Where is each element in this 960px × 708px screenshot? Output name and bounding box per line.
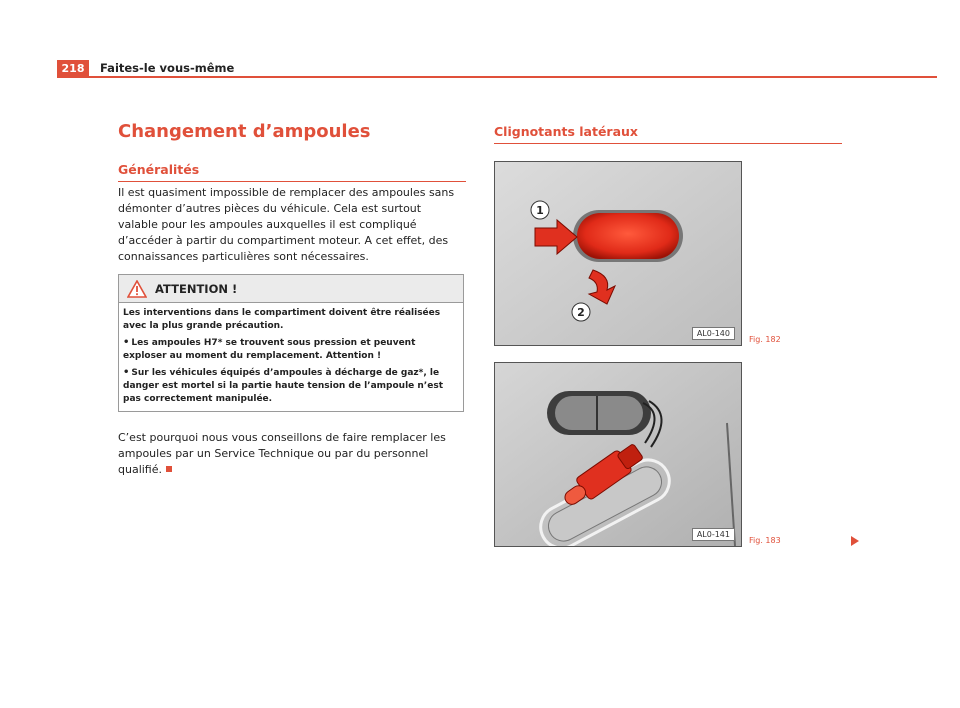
callout-1: 1 — [536, 204, 544, 217]
figure-side-indicator-removal — [494, 161, 742, 346]
bullet-icon: • — [123, 367, 130, 378]
figure-caption: Fig. 183 — [749, 536, 781, 545]
figure-bulb-socket — [494, 362, 742, 547]
warning-box — [118, 274, 464, 412]
subsection-title: Généralités — [118, 162, 466, 182]
warning-body — [119, 303, 463, 406]
callout-2: 2 — [577, 306, 585, 319]
figure-code: AL0-140 — [692, 327, 735, 340]
warning-header — [119, 275, 463, 303]
warning-triangle-icon — [127, 280, 147, 298]
header-rule — [57, 76, 937, 78]
intro-paragraph: Il est quasiment impossible de remplacer des ampoules sans démonter d’autres pièces du véhicule. Cela est surtout valable pour les ampoules auxquelles il est compliqué d’accéder à partir du compartiment moteur. A cet effet, des connaissances particulières sont nécessaires. — [118, 186, 455, 263]
page-number: 218 — [57, 60, 89, 77]
figure-illustration — [495, 363, 741, 546]
section-title: Changement d’ampoules — [118, 121, 371, 142]
figure-caption: Fig. 182 — [749, 335, 781, 344]
end-of-section-icon — [166, 466, 172, 472]
bullet-icon: • — [123, 337, 130, 348]
figure-code: AL0-141 — [692, 528, 735, 541]
right-section-title: Clignotants latéraux — [494, 124, 842, 144]
figure-illustration — [495, 162, 741, 345]
chapter-title: Faites-le vous-même — [100, 61, 235, 75]
warning-paragraph: Les interventions dans le compartiment doivent être réalisées avec la plus grande précaution. — [123, 308, 441, 331]
warning-bullet: • Sur les véhicules équipés d’ampoules à décharge de gaz*, le danger est mortel si la partie haute tension de l’ampoule n’est pas correctement manipulée. — [123, 367, 443, 404]
warning-title: ATTENTION ! — [155, 281, 238, 296]
next-page-arrow-icon[interactable] — [851, 536, 859, 546]
closing-paragraph: C’est pourquoi nous vous conseillons de faire remplacer les ampoules par un Service Technique ou par du personnel qualifié. — [118, 431, 446, 476]
warning-bullet: • Les ampoules H7* se trouvent sous pression et peuvent exploser au moment du remplacement. Attention ! — [123, 337, 416, 361]
